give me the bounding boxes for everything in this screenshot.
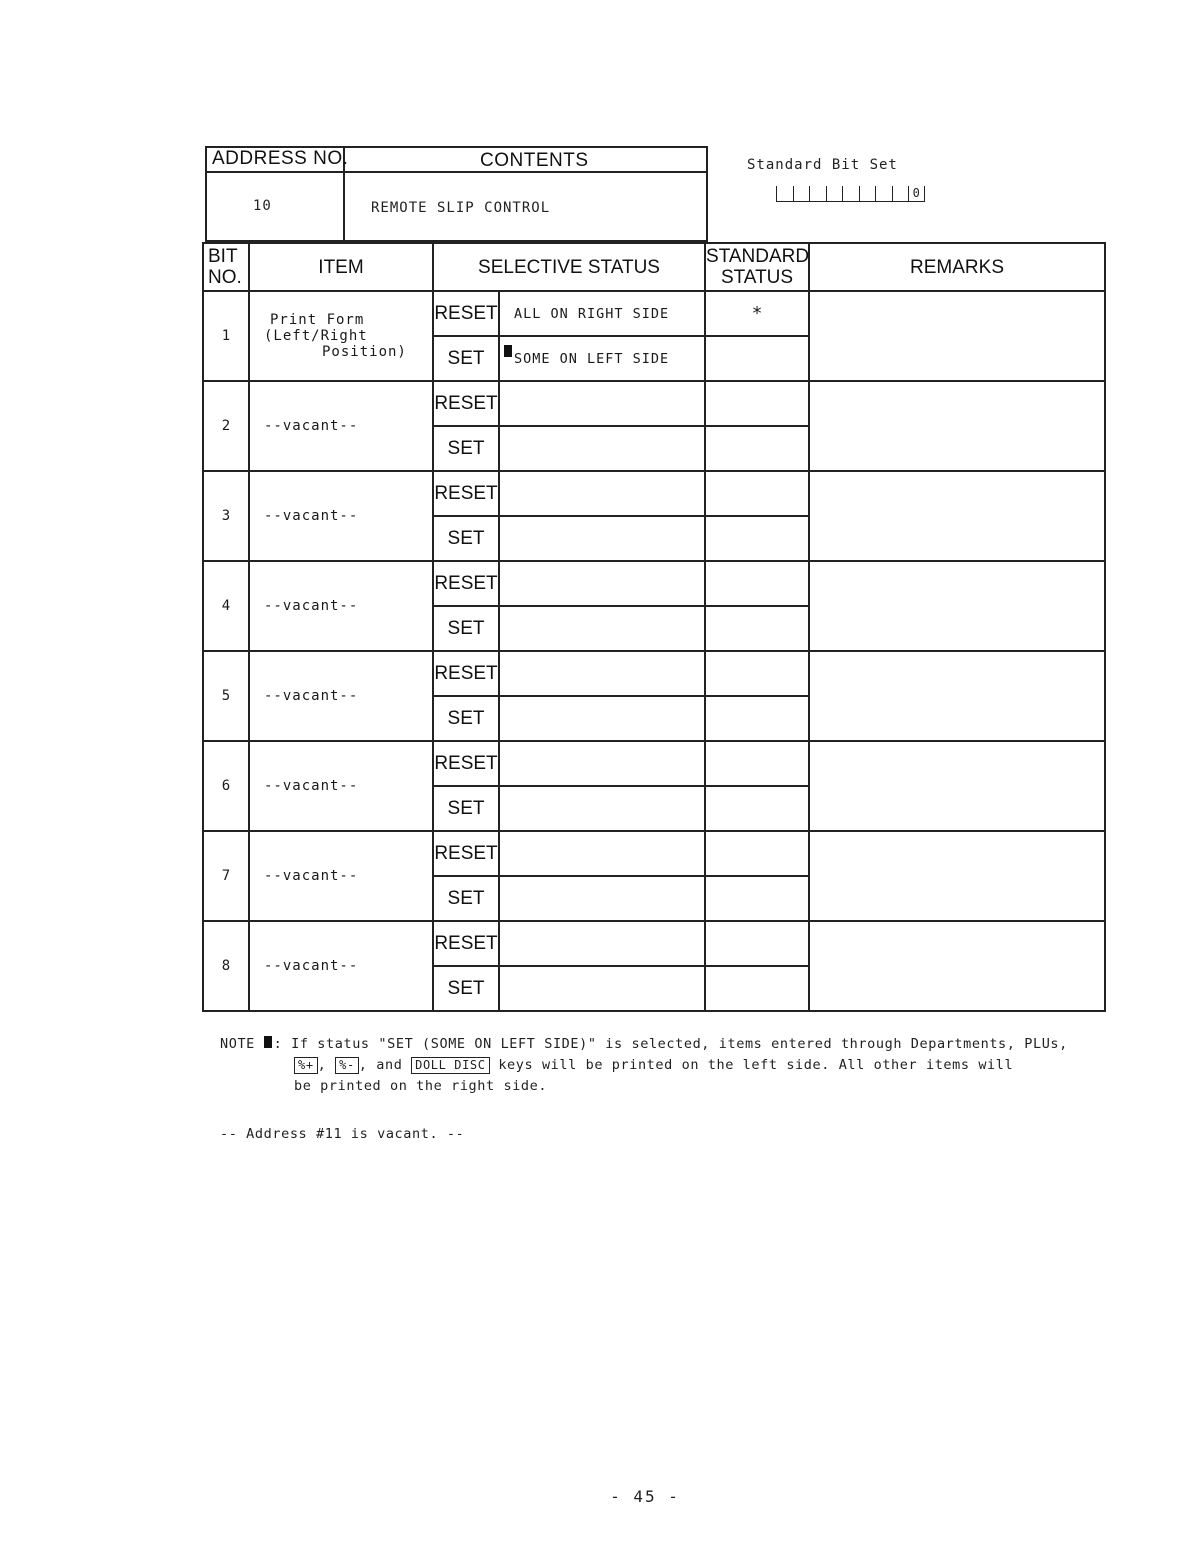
remarks-cell: [809, 561, 1105, 651]
table-row: [203, 651, 1105, 696]
note-marker-icon: [264, 1036, 272, 1048]
set-description: [499, 516, 705, 561]
standard-mark: *: [705, 291, 809, 336]
reset-description: [499, 831, 705, 876]
reset-label: RESET: [433, 741, 499, 786]
bit-no-header: [203, 243, 249, 291]
table-row: [203, 921, 1105, 966]
item-cell: --vacant--: [249, 561, 433, 651]
item-cell: --vacant--: [249, 471, 433, 561]
bit-cell: [892, 186, 909, 202]
standard-mark: [705, 741, 809, 786]
reset-label: RESET: [433, 471, 499, 516]
table-row: [203, 291, 1105, 336]
remarks-cell: [809, 831, 1105, 921]
bit-number: 2: [203, 381, 249, 471]
set-description: [499, 696, 705, 741]
table-row: [203, 741, 1105, 786]
bit-cell: 0: [908, 186, 925, 202]
percent-plus-key: %+: [294, 1057, 318, 1074]
bit-cell: [842, 186, 859, 202]
set-description: [499, 966, 705, 1011]
item-line: Position): [322, 344, 407, 360]
bit-number: 8: [203, 921, 249, 1011]
note-marker-icon: [504, 345, 512, 357]
reset-description: [499, 741, 705, 786]
table-row: [203, 381, 1105, 426]
bit-cell: [809, 186, 826, 202]
note-line-3: be printed on the right side.: [294, 1078, 548, 1094]
set-description-cell: [499, 336, 705, 381]
standard-mark: [705, 426, 809, 471]
note-block: [220, 1034, 1110, 1097]
contents-label: CONTENTS: [480, 150, 589, 171]
percent-minus-key: %-: [335, 1057, 359, 1074]
reset-label: RESET: [433, 831, 499, 876]
set-description: [499, 786, 705, 831]
bit-cell: [776, 186, 793, 202]
bit-cell: [875, 186, 892, 202]
bit-no-header-l2: NO.: [208, 267, 242, 288]
reset-label: RESET: [433, 561, 499, 606]
address-no-label: ADDRESS NO.: [212, 148, 349, 169]
address-value: 10: [253, 198, 272, 214]
set-description: SOME ON LEFT SIDE: [514, 350, 670, 367]
remarks-cell: [809, 921, 1105, 1011]
reset-label: RESET: [433, 651, 499, 696]
set-label: SET: [433, 336, 499, 381]
bit-number: 5: [203, 651, 249, 741]
table-row: [203, 561, 1105, 606]
page-number: - 45 -: [610, 1487, 680, 1506]
standard-mark: [705, 606, 809, 651]
item-line: Print Form: [270, 312, 365, 328]
standard-mark: [705, 561, 809, 606]
bit-cell: [859, 186, 876, 202]
remarks-header: REMARKS: [809, 243, 1105, 291]
set-label: SET: [433, 876, 499, 921]
note-line-1: [220, 1034, 1110, 1055]
bit-cell: [793, 186, 810, 202]
standard-bit-set-cells: [776, 183, 925, 202]
remarks-cell: [809, 471, 1105, 561]
bit-number: 6: [203, 741, 249, 831]
set-label: SET: [433, 696, 499, 741]
set-description: [499, 426, 705, 471]
reset-description: [499, 651, 705, 696]
standard-mark: [705, 966, 809, 1011]
reset-description: ALL ON RIGHT SIDE: [499, 291, 705, 336]
standard-header-l2: STATUS: [720, 267, 794, 288]
bit-number: 4: [203, 561, 249, 651]
standard-mark: [705, 651, 809, 696]
set-label: SET: [433, 966, 499, 1011]
set-description: [499, 606, 705, 651]
note-text-1: : If status "SET (SOME ON LEFT SIDE)" is selected, items entered through Departments, PLUs,: [273, 1036, 1068, 1052]
item-cell: [249, 291, 433, 381]
reset-label: RESET: [433, 921, 499, 966]
set-description: [499, 876, 705, 921]
item-cell: --vacant--: [249, 651, 433, 741]
reset-label: RESET: [433, 291, 499, 336]
item-line: (Left/Right: [264, 328, 368, 344]
standard-mark: [705, 516, 809, 561]
address-header-rule: [205, 171, 708, 173]
remarks-cell: [809, 741, 1105, 831]
bit-cell: [826, 186, 843, 202]
set-label: SET: [433, 426, 499, 471]
bit-status-table: [202, 242, 1106, 1012]
table-row: [203, 471, 1105, 516]
doll-disc-key: DOLL DISC: [411, 1057, 489, 1074]
reset-description: [499, 561, 705, 606]
note-sep-2: , and: [358, 1057, 403, 1073]
reset-description: [499, 921, 705, 966]
note-line-2: [220, 1055, 1110, 1076]
item-cell: --vacant--: [249, 831, 433, 921]
standard-mark: [705, 696, 809, 741]
item-cell: --vacant--: [249, 921, 433, 1011]
bit-no-header-l1: BIT: [208, 246, 238, 267]
remarks-cell: [809, 651, 1105, 741]
standard-mark: [705, 831, 809, 876]
standard-mark: [705, 786, 809, 831]
note-text-2: keys will be printed on the left side. All other items will: [498, 1057, 1014, 1073]
standard-mark: [705, 921, 809, 966]
reset-label: RESET: [433, 381, 499, 426]
contents-value: REMOTE SLIP CONTROL: [371, 200, 551, 216]
reset-description: [499, 471, 705, 516]
note-prefix: NOTE: [220, 1036, 255, 1052]
table-row: [203, 831, 1105, 876]
remarks-cell: [809, 381, 1105, 471]
set-label: SET: [433, 516, 499, 561]
table-header-row: [203, 243, 1105, 291]
standard-mark: [705, 876, 809, 921]
item-cell: --vacant--: [249, 741, 433, 831]
standard-header-l1: STANDARD: [706, 246, 810, 267]
bit-number: 7: [203, 831, 249, 921]
remarks-cell: [809, 291, 1105, 381]
standard-bit-set-label: Standard Bit Set: [747, 157, 898, 173]
note-sep-1: ,: [317, 1057, 327, 1073]
reset-description: [499, 381, 705, 426]
item-header: ITEM: [249, 243, 433, 291]
standard-mark: [705, 381, 809, 426]
selective-status-header: SELECTIVE STATUS: [433, 243, 705, 291]
vacant-address-note: -- Address #11 is vacant. --: [220, 1126, 465, 1142]
bit-number: 3: [203, 471, 249, 561]
standard-status-header: [705, 243, 809, 291]
set-label: SET: [433, 606, 499, 651]
bit-number: 1: [203, 291, 249, 381]
standard-mark: [705, 336, 809, 381]
item-cell: --vacant--: [249, 381, 433, 471]
set-label: SET: [433, 786, 499, 831]
standard-mark: [705, 471, 809, 516]
